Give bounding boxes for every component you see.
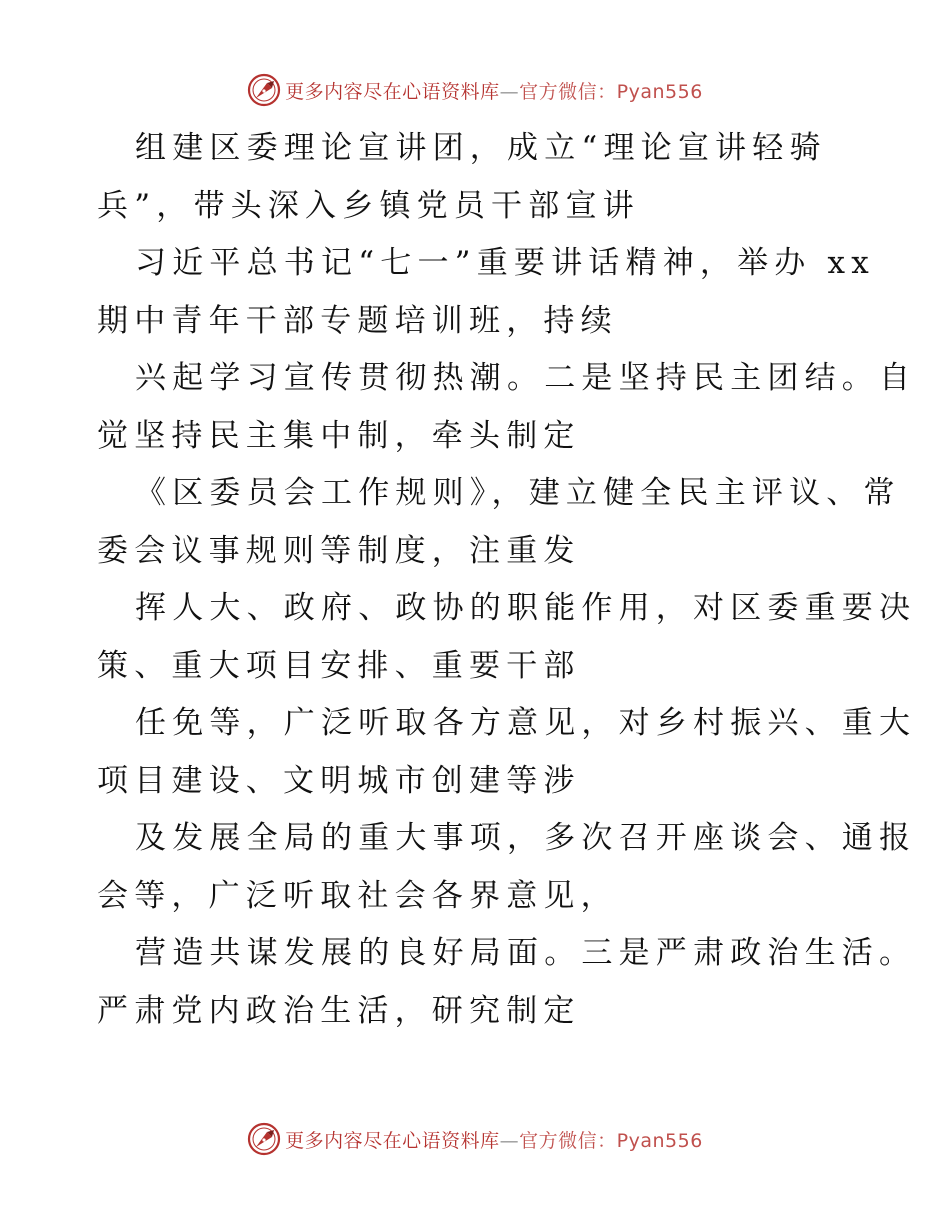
body-line: 策、重大项目安排、重要干部 [97,647,581,684]
watermark-separator: — [499,1129,520,1152]
watermark-contact-text: 官方微信：Pyan556 [519,1129,703,1152]
watermark-separator: — [499,80,520,103]
body-line: 觉坚持民主集中制，牵头制定 [97,417,581,454]
body-line: 《区委员会工作规则》，建立健全民主评议、常 [135,475,901,511]
body-line: 兵”，带头深入乡镇党员干部宣讲 [97,187,640,224]
body-line: 任免等，广泛听取各方意见，对乡村振兴、重大 [135,705,917,741]
body-line: 会等，广泛听取社会各界意见， [97,877,618,914]
body-line: 组建区委理论宣讲团，成立“理论宣讲轻骑 [135,130,827,166]
body-line: 严肃党内政治生活，研究制定 [97,992,581,1029]
document-body [97,120,917,1040]
pen-nib-logo-icon [247,1122,281,1156]
watermark-main-text: 更多内容尽在心语资料库 [285,80,500,103]
body-line: 委会议事规则等制度，注重发 [97,532,581,569]
watermark-main-text: 更多内容尽在心语资料库 [285,1129,500,1152]
body-line: 期中青年干部专题培训班，持续 [97,302,618,339]
header-watermark [0,70,950,110]
body-line: 挥人大、政府、政协的职能作用，对区委重要决 [135,590,917,626]
body-line: 项目建设、文明城市创建等涉 [97,762,581,799]
body-line: 习近平总书记“七一”重要讲话精神，举办 xx [135,245,875,281]
body-line: 兴起学习宣传贯彻热潮。二是坚持民主团结。自 [135,360,917,396]
body-line: 及发展全局的重大事项，多次召开座谈会、通报 [135,820,917,856]
watermark-contact-text: 官方微信：Pyan556 [519,80,703,103]
pen-nib-logo-icon [247,73,281,107]
footer-watermark [0,1119,950,1159]
body-line: 营造共谋发展的良好局面。三是严肃政治生活。 [135,935,917,971]
